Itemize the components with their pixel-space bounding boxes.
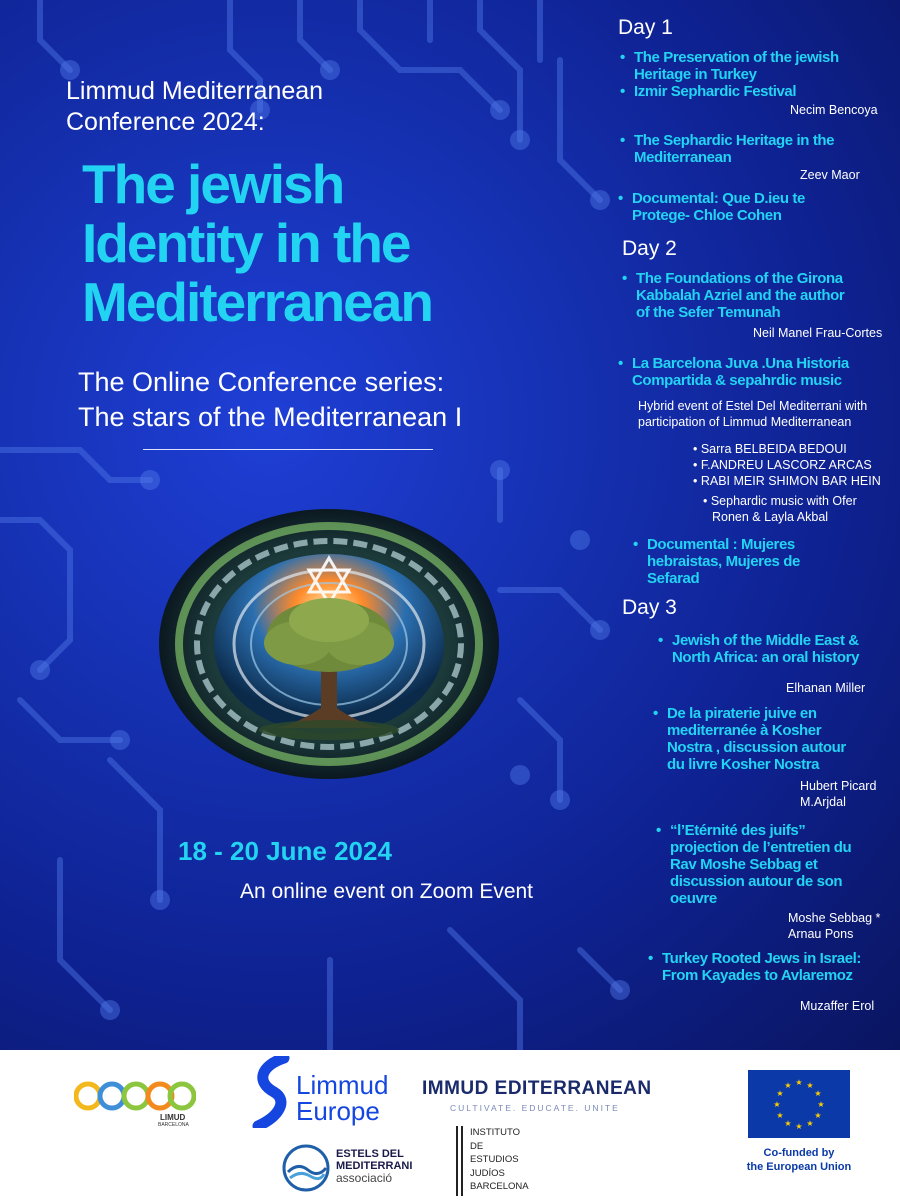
day1-talk-1-line-1: The Preservation of the jewish bbox=[634, 49, 839, 66]
limmud-europe-line-2: Europe bbox=[296, 1096, 380, 1126]
day2-talk-2-note bbox=[638, 398, 867, 430]
limmud-europe-icon bbox=[250, 1056, 294, 1128]
eu-flag-icon bbox=[748, 1070, 850, 1138]
day2-talk-3-line-1: Documental : Mujeres bbox=[647, 536, 795, 553]
instituto-bar bbox=[461, 1126, 463, 1196]
day1-talk-3-line-2: Mediterranean bbox=[634, 149, 732, 166]
divider bbox=[143, 449, 433, 450]
day2-talk-3-line-3: Sefarad bbox=[647, 570, 700, 587]
svg-text:★: ★ bbox=[817, 1100, 825, 1109]
svg-text:★: ★ bbox=[795, 1122, 803, 1131]
day1-talk-2-line-1: Izmir Sephardic Festival bbox=[634, 83, 797, 100]
day3-talk-1-speaker: Elhanan Miller bbox=[786, 681, 866, 695]
instituto-line-2: DE bbox=[470, 1140, 484, 1152]
instituto-line-4: JUDÍOS bbox=[470, 1167, 505, 1179]
day3-talk-4 bbox=[648, 950, 861, 984]
title-line-1: The jewish bbox=[82, 153, 344, 215]
day3-talk-4-speaker: Muzaffer Erol bbox=[800, 999, 875, 1013]
music-line-2: Ronen & Layla Akbal bbox=[712, 510, 829, 524]
instituto-logo bbox=[456, 1126, 556, 1198]
main-title bbox=[82, 155, 562, 332]
bullet-icon: • bbox=[633, 536, 638, 553]
bullet-icon: • bbox=[653, 705, 658, 722]
day3-talk-2-speaker-1: Hubert Picard bbox=[800, 779, 877, 793]
bullet-icon: • bbox=[656, 822, 661, 839]
day1-talk-1-line-2: Heritage in Turkey bbox=[634, 66, 757, 83]
day2-talk-1-speaker: Neil Manel Frau-Cortes bbox=[753, 326, 883, 340]
day3-talk-3-speaker-2: Arnau Pons bbox=[788, 927, 854, 941]
day2-talk-1-line-1: The Foundations of the Girona bbox=[636, 270, 843, 287]
title-line-2: Identity in the bbox=[82, 212, 410, 274]
svg-text:★: ★ bbox=[806, 1119, 814, 1128]
day3-talk-2-line-4: du livre Kosher Nostra bbox=[667, 756, 820, 773]
event-dates: 18 - 20 June 2024 bbox=[178, 836, 392, 866]
bullet-icon: • bbox=[618, 355, 623, 372]
estels-line-3: associació bbox=[336, 1171, 393, 1185]
conference-intro bbox=[66, 76, 323, 138]
eu-line-2: the European Union bbox=[746, 1161, 852, 1173]
day2-talk-2-line-1: La Barcelona Juva .Una Historia bbox=[632, 355, 849, 372]
limmud-mediterranean-tagline: CULTIVATE. EDUCATE. UNITE bbox=[450, 1103, 620, 1113]
limud-barcelona-logo bbox=[74, 1080, 196, 1130]
day2-talk-3 bbox=[633, 536, 800, 587]
limmud-europe-logo bbox=[250, 1056, 410, 1132]
bullet-icon: • bbox=[618, 190, 623, 207]
limmud-mediterranean-name: IMMUD EDITERRANEAN bbox=[422, 1078, 652, 1099]
day-1-label: Day 1 bbox=[618, 16, 673, 39]
participant-1: • Sarra BELBEIDA BEDOUI bbox=[693, 442, 847, 456]
svg-text:★: ★ bbox=[814, 1089, 822, 1098]
limud-rings-icon bbox=[74, 1080, 196, 1112]
day-2-label: Day 2 bbox=[622, 237, 677, 260]
instituto-line-5: BARCELONA bbox=[470, 1181, 529, 1192]
day3-talk-3-line-1: “l’Etérnité des juifs” bbox=[670, 822, 806, 839]
svg-text:★: ★ bbox=[784, 1119, 792, 1128]
limud-city: BARCELONA bbox=[158, 1122, 189, 1128]
instituto-line-3: ESTUDIOS bbox=[470, 1154, 519, 1165]
day3-talk-2-line-2: mediterranée à Kosher bbox=[667, 722, 822, 739]
day3-talk-2 bbox=[653, 705, 846, 773]
day3-talk-2-line-3: Nostra , discussion autour bbox=[667, 739, 846, 756]
day1-talk-4-line-2: Protege- Chloe Cohen bbox=[632, 207, 782, 224]
bullet-icon: • bbox=[658, 632, 663, 649]
tree-emblem-image bbox=[158, 508, 500, 780]
day1-talk-1 bbox=[620, 49, 839, 100]
sponsor-footer bbox=[0, 1050, 900, 1200]
bullet-icon: • bbox=[620, 49, 625, 66]
bullet-icon: • bbox=[620, 132, 625, 149]
day1-talk-3-line-1: The Sephardic Heritage in the bbox=[634, 132, 835, 149]
day3-talk-2-line-1: De la piraterie juive en bbox=[667, 705, 817, 722]
day3-talk-3-speaker-1: Moshe Sebbag * bbox=[788, 911, 881, 925]
limud-label: LIMUD bbox=[160, 1113, 186, 1122]
intro-line-2: Conference 2024: bbox=[66, 108, 265, 136]
day3-talk-3-line-4: discussion autour de son bbox=[670, 873, 843, 890]
participant-3: • RABI MEIR SHIMON BAR HEIN bbox=[693, 474, 881, 488]
svg-text:★: ★ bbox=[773, 1100, 781, 1109]
intro-line-1: Limmud Mediterranean bbox=[66, 77, 324, 105]
day3-talk-3-line-5: oeuvre bbox=[670, 890, 717, 907]
bullet-icon: • bbox=[648, 950, 653, 967]
day2-talk-2-participants bbox=[693, 441, 881, 489]
day-3-label: Day 3 bbox=[622, 596, 677, 619]
svg-text:★: ★ bbox=[784, 1081, 792, 1090]
subtitle-line-1: The Online Conference series: bbox=[78, 367, 445, 397]
participant-2: • F.ANDREU LASCORZ ARCAS bbox=[693, 458, 872, 472]
day3-talk-4-line-2: From Kayades to Avlaremoz bbox=[662, 967, 853, 984]
day2-talk-2-line-2: Compartida & sepahrdic music bbox=[632, 372, 842, 389]
day1-talk-4 bbox=[618, 190, 805, 224]
title-line-3: Mediterranean bbox=[82, 271, 432, 333]
instituto-line-1: INSTITUTO bbox=[470, 1127, 520, 1138]
day2-talk-1-line-2: Kabbalah Azriel and the author bbox=[636, 287, 845, 304]
day3-talk-1 bbox=[658, 632, 859, 666]
svg-text:★: ★ bbox=[776, 1089, 784, 1098]
estels-del-mediterrani-logo bbox=[280, 1144, 430, 1194]
estels-text bbox=[336, 1148, 412, 1184]
day1-talk-3 bbox=[620, 132, 834, 166]
estels-line-1: ESTELS DEL bbox=[336, 1148, 404, 1160]
subtitle-line-2: The stars of the Mediterranean I bbox=[78, 402, 463, 432]
svg-text:★: ★ bbox=[814, 1111, 822, 1120]
day2-talk-3-line-2: hebraistas, Mujeres de bbox=[647, 553, 800, 570]
music-line-1: • Sephardic music with Ofer bbox=[703, 494, 857, 508]
svg-text:★: ★ bbox=[806, 1081, 814, 1090]
wave-icon bbox=[280, 1144, 332, 1192]
limmud-mediterranean-logo bbox=[422, 1078, 682, 1118]
estels-line-2: MEDITERRANI bbox=[336, 1160, 413, 1172]
instituto-text bbox=[470, 1126, 529, 1194]
day2-talk-1-line-3: of the Sefer Temunah bbox=[636, 304, 781, 321]
day3-talk-4-line-1: Turkey Rooted Jews in Israel: bbox=[662, 950, 862, 967]
day2-talk-2-music bbox=[703, 493, 857, 525]
day2-talk-2-note-line-1: Hybrid event of Estel Del Mediterrani with bbox=[638, 399, 868, 413]
eu-cofunded-text bbox=[732, 1146, 866, 1174]
eu-line-1: Co-funded by bbox=[763, 1147, 835, 1159]
day2-talk-1 bbox=[622, 270, 844, 321]
event-format: An online event on Zoom Event bbox=[240, 880, 534, 903]
svg-text:★: ★ bbox=[776, 1111, 784, 1120]
day3-talk-3 bbox=[656, 822, 851, 907]
day3-talk-1-line-2: North Africa: an oral history bbox=[672, 649, 860, 666]
day3-talk-3-speakers bbox=[788, 910, 880, 942]
svg-text:★: ★ bbox=[795, 1078, 803, 1087]
day2-talk-2 bbox=[618, 355, 849, 389]
limmud-europe-text bbox=[296, 1072, 388, 1124]
day3-talk-3-line-3: Rav Moshe Sebbag et bbox=[670, 856, 818, 873]
day1-talk-3-speaker: Zeev Maor bbox=[800, 168, 860, 182]
instituto-bar bbox=[456, 1126, 458, 1196]
day1-talk-2-speaker: Necim Bencoya bbox=[790, 103, 878, 117]
day1-talk-4-line-1: Documental: Que D.ieu te bbox=[632, 190, 805, 207]
day2-talk-2-note-line-2: participation of Limmud Mediterranean bbox=[638, 415, 852, 429]
day3-talk-2-speaker-2: M.Arjdal bbox=[800, 795, 846, 809]
limmud-europe-line-1: Limmud bbox=[296, 1070, 389, 1100]
day3-talk-2-speakers bbox=[800, 778, 876, 810]
bullet-icon: • bbox=[620, 83, 625, 100]
bullet-icon: • bbox=[622, 270, 627, 287]
day3-talk-3-line-2: projection de l’entretien du bbox=[670, 839, 852, 856]
day3-talk-1-line-1: Jewish of the Middle East & bbox=[672, 632, 859, 649]
subtitle bbox=[78, 365, 462, 435]
